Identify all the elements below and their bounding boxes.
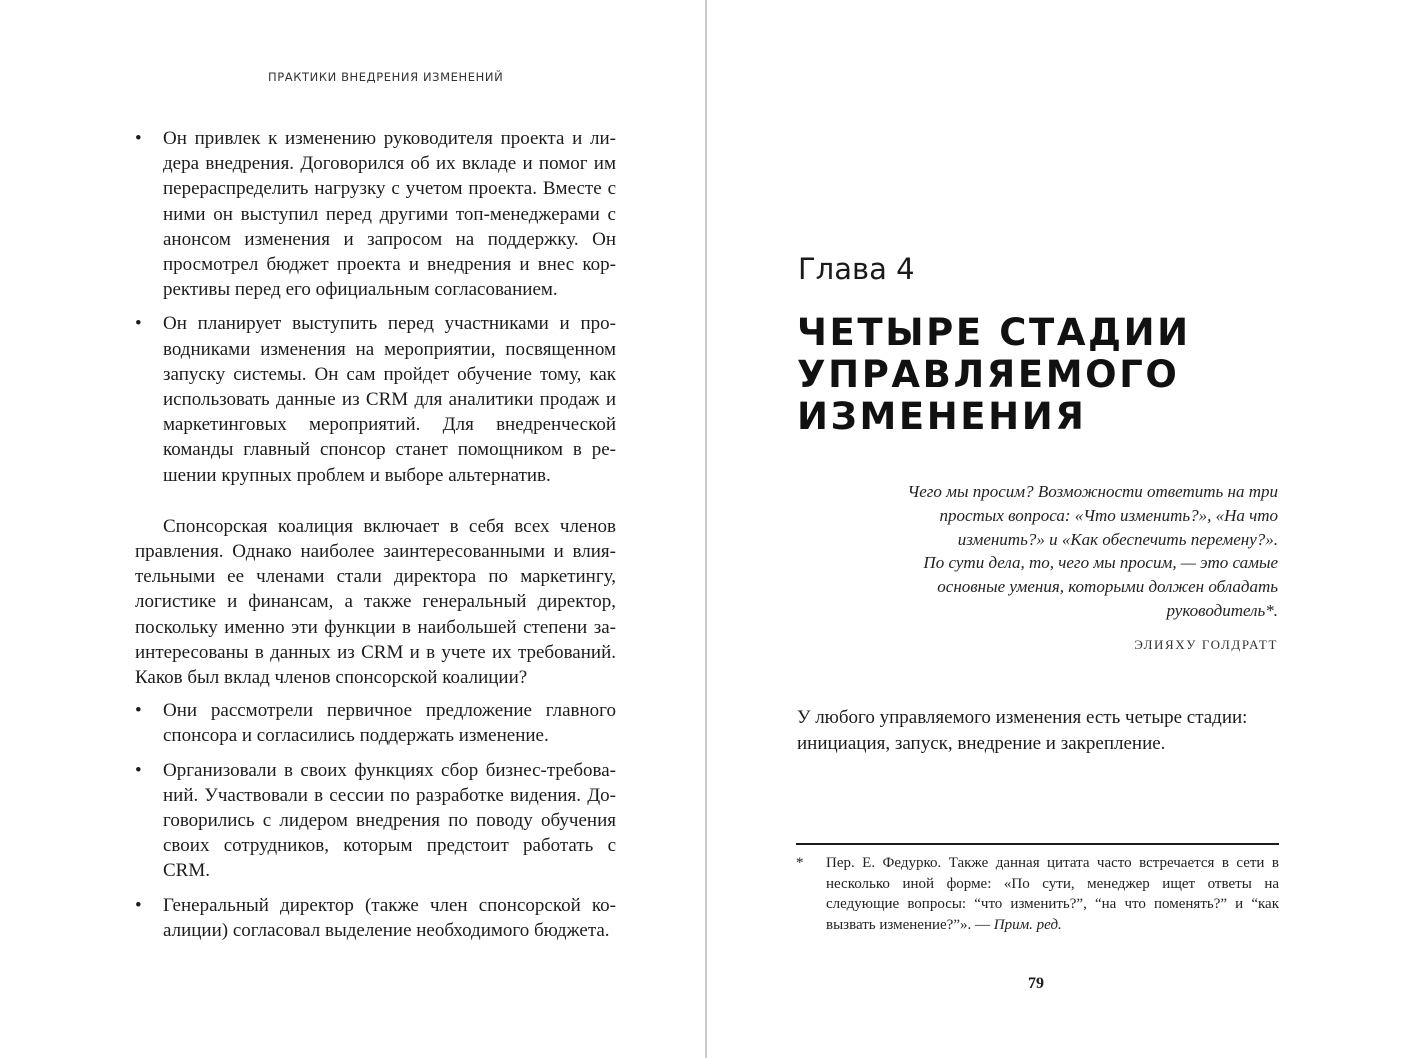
- list-item: • Они рассмотрели первичное предложение главного спонсора и согласились поддержать изменение.: [135, 698, 616, 748]
- epigraph-line: Чего мы просим? Возможности ответить на три: [907, 482, 1278, 501]
- intro-line: У любого управляемого изменения есть четыре стадии:: [797, 707, 1248, 728]
- epigraph-line: руководитель*.: [1166, 600, 1278, 620]
- epigraph-quote: [880, 480, 1278, 623]
- footnote-mark: *: [796, 855, 804, 871]
- body-paragraph: Спонсорская коалиция включает в себя всех членов правления. Однако наиболее заинтересованными и влиятельными ее членами стали директора по маркетингу, логистике и финансам, а также генеральный директор, поскольку именно эти функции в наибольшей степени заинтересованы в данных из CRM и в учете их требований. Каков был вклад членов спонсорской коалиции?: [135, 515, 616, 689]
- epigraph-line: простых вопроса: «Что изменить?», «На что: [939, 505, 1278, 525]
- epigraph-line: изменить?» и «Как обеспечить перемену?».: [957, 529, 1278, 549]
- page-number: 79: [1028, 975, 1044, 992]
- list-item: • Он планирует выступить перед участниками и проводниками изменения на мероприятии, посвященном запуску системы. Он сам пройдет обучение тому, как использовать данные из CRM для аналитики продаж и маркетинговых мероприятий. Для внедренческой команды главный спонсор станет помощником в решении крупных проблем и выборе альтернатив.: [135, 311, 616, 487]
- footnote-editor-note: Прим. ред.: [993, 916, 1062, 933]
- bullet-list-top: [135, 126, 616, 488]
- chapter-label: Глава 4: [798, 252, 915, 286]
- footnote-text: Пер. Е. Федурко. Также данная цитата часто встречается в сети в несколько иной форме: «По сути, менеджер ищет ответы на следующие вопросы: “что изменить?”, “на что поменять?” и “как вызвать изменение?”». —: [826, 855, 1279, 933]
- chapter-title-line: УПРАВЛЯЕМОГО: [797, 353, 1180, 396]
- footnote: [796, 853, 1279, 935]
- chapter-title-line: ЧЕТЫРЕ СТАДИИ: [797, 311, 1191, 354]
- bullet-list-bottom: [135, 698, 616, 943]
- running-head: ПРАКТИКИ ВНЕДРЕНИЯ ИЗМЕНЕНИЙ: [268, 70, 504, 84]
- footnote-divider: [796, 843, 1279, 845]
- footnote-body: [826, 853, 1279, 935]
- list-item: • Он привлек к изменению руководителя проекта и лидера внедрения. Договорился об их вкладе и помог им перераспределить нагрузку с учетом проекта. Вместе с ними он выступил перед другими топ-менеджерами с анонсом изменения и запросом на поддержку. Он просмотрел бюджет проекта и внедрения и внес коррективы перед его официальным согласованием.: [135, 126, 616, 302]
- epigraph-author: ЭЛИЯХУ ГОЛДРАТТ: [1134, 637, 1278, 652]
- intro-line: инициация, запуск, внедрение и закрепление.: [797, 733, 1166, 754]
- chapter-title-line: ИЗМЕНЕНИЯ: [797, 395, 1087, 438]
- list-item: • Генеральный директор (также член спонсорской коалиции) согласовал выделение необходимого бюджета.: [135, 893, 616, 943]
- chapter-title: [797, 312, 1297, 438]
- epigraph-line: По сути дела, то, чего мы просим, — это самые: [923, 553, 1278, 573]
- chapter-intro: [797, 705, 1279, 757]
- left-body-text: [135, 126, 616, 952]
- epigraph-line: основные умения, которыми должен обладать: [937, 577, 1278, 597]
- list-item: • Организовали в своих функциях сбор бизнес-требований. Участвовали в сессии по разработке видения. Договорились с лидером внедрения по поводу обучения своих сотрудников, которым предстоит работать с CRM.: [135, 758, 616, 884]
